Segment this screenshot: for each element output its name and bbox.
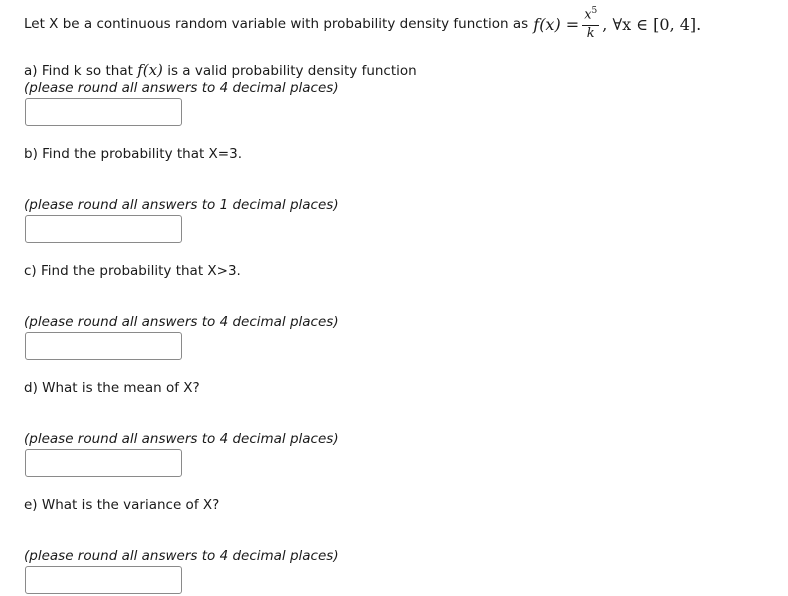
question-a: a) Find k so that f(x) is a valid probability density function (24, 61, 417, 79)
answer-input-d[interactable] (25, 449, 182, 477)
fx-symbol: f(x) (533, 14, 561, 34)
question-e: e) What is the variance of X? (24, 497, 220, 513)
question-d: d) What is the mean of X? (24, 380, 200, 396)
rounding-note-e: (please round all answers to 4 decimal places) (24, 548, 339, 564)
question-c: c) Find the probability that X>3. (24, 263, 241, 279)
fraction-denominator: k (586, 25, 595, 41)
fraction (582, 6, 599, 41)
domain-text: , ∀x ∈ [0, 4]. (602, 14, 702, 34)
question-a-math: f(x) (137, 61, 163, 79)
answer-input-b[interactable] (25, 215, 182, 243)
question-b: b) Find the probability that X=3. (24, 146, 242, 162)
rounding-note-a: (please round all answers to 4 decimal places) (24, 80, 339, 96)
rounding-note-b: (please round all answers to 1 decimal places) (24, 197, 339, 213)
equals-sign: = (565, 14, 580, 34)
fraction-numerator: $x^5$ (582, 6, 599, 25)
pdf-formula (528, 15, 579, 34)
answer-input-e[interactable] (25, 566, 182, 594)
answer-input-a[interactable] (25, 98, 182, 126)
problem-statement (24, 0, 701, 48)
rounding-note-d: (please round all answers to 4 decimal places) (24, 431, 339, 447)
answer-input-c[interactable] (25, 332, 182, 360)
rounding-note-c: (please round all answers to 4 decimal places) (24, 314, 339, 330)
intro-text: Let X be a continuous random variable with probability density function as (24, 16, 529, 32)
